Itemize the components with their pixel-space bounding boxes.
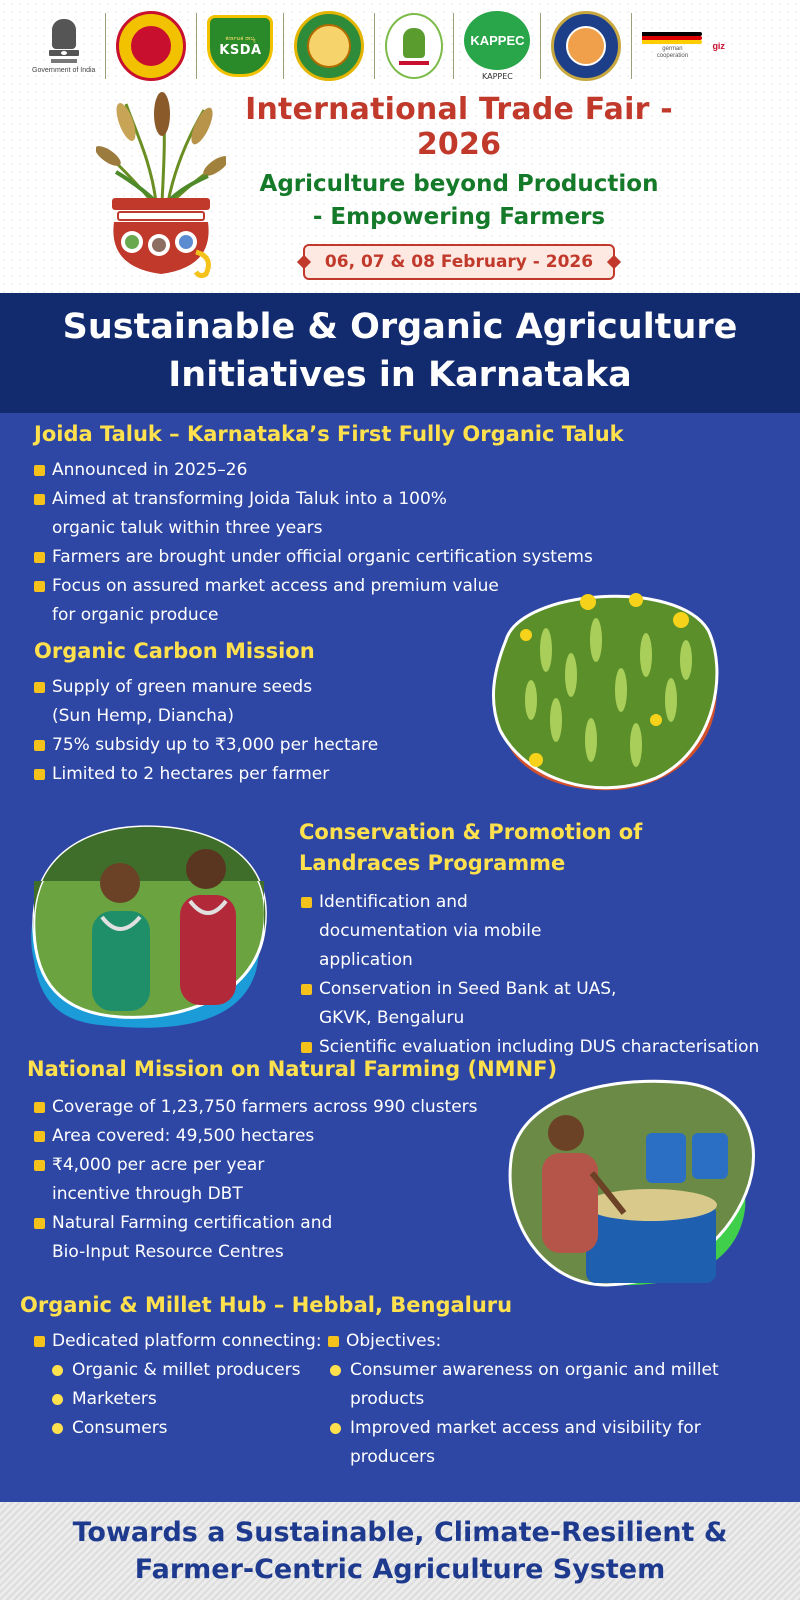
list-item: Improved market access and visibility for producers bbox=[328, 1414, 738, 1472]
giz-mark bbox=[712, 11, 725, 81]
karnataka-emblem-icon bbox=[116, 11, 186, 81]
banner-title-line-2: Initiatives in Karnataka bbox=[168, 355, 632, 395]
list-item: Limited to 2 hectares per farmer bbox=[34, 760, 434, 789]
karnataka-emblem-logo bbox=[116, 11, 186, 81]
theme-line-2: - Empowering Farmers bbox=[312, 204, 606, 230]
german-label-2: cooperation bbox=[656, 53, 689, 59]
list-item: Area covered: 49,500 hectares bbox=[34, 1122, 504, 1151]
fair-title: International Trade Fair - 2026 bbox=[245, 92, 673, 162]
list-item: Natural Farming certification and Bio-Input Resource Centres bbox=[34, 1209, 344, 1267]
footer-line-2: Farmer-Centric Agriculture System bbox=[134, 1554, 666, 1585]
landraces-title-line-1: Conservation & Promotion of bbox=[299, 820, 643, 844]
joida-section-title: Joida Taluk – Karnataka’s First Fully Organic Taluk bbox=[34, 422, 624, 446]
department-emblem-icon bbox=[294, 11, 364, 81]
partner-logos bbox=[32, 10, 772, 82]
department-logo bbox=[294, 11, 364, 81]
fair-title-block bbox=[224, 92, 694, 312]
national-emblem-logo bbox=[32, 11, 95, 81]
hub-right-head bbox=[328, 1327, 738, 1472]
carbon-section-title: Organic Carbon Mission bbox=[34, 639, 315, 663]
ministry-logo bbox=[551, 11, 621, 81]
ksda-logo bbox=[207, 11, 273, 81]
list-item: 75% subsidy up to ₹3,000 per hectare bbox=[34, 731, 434, 760]
list-item: ₹4,000 per acre per year incentive through DBT bbox=[34, 1151, 344, 1209]
hub-left-sublist bbox=[50, 1356, 324, 1443]
date-badge: 06, 07 & 08 February - 2026 bbox=[303, 244, 615, 280]
national-emblem-icon bbox=[46, 19, 82, 65]
hub-section-title: Organic & Millet Hub – Hebbal, Bengaluru bbox=[20, 1293, 513, 1317]
carbon-bullet-list bbox=[34, 673, 434, 789]
kappec-logo bbox=[464, 11, 530, 81]
theme-line-1: Agriculture beyond Production bbox=[259, 171, 659, 197]
list-item: Focus on assured market access and premium value for organic produce bbox=[34, 572, 524, 630]
footer bbox=[0, 1502, 800, 1600]
women-farmers-image bbox=[20, 821, 278, 1035]
kappec-label: KAPPEC bbox=[482, 72, 513, 81]
list-item: Aimed at transforming Joida Taluk into a 100% organic taluk within three years bbox=[34, 485, 514, 543]
hub-right-sublist bbox=[328, 1356, 738, 1472]
millet-pot-icon bbox=[96, 92, 226, 282]
hub-left-head-text: Dedicated platform connecting: bbox=[52, 1331, 322, 1351]
list-item: Conservation in Seed Bank at UAS, GKVK, Bengaluru bbox=[301, 975, 621, 1033]
title-banner bbox=[0, 293, 800, 413]
kappec-logo-text: KAPPEC bbox=[470, 33, 525, 48]
header bbox=[0, 0, 800, 293]
list-item: Consumer awareness on organic and millet products bbox=[328, 1356, 738, 1414]
nmnf-bullet-list bbox=[34, 1093, 504, 1267]
list-item: Announced in 2025–26 bbox=[34, 456, 594, 485]
list-item: Scientific evaluation including DUS characterisation bbox=[301, 1033, 761, 1062]
german-label-1: german bbox=[662, 46, 683, 52]
mascot-logo bbox=[385, 11, 443, 81]
landraces-bullet-list bbox=[301, 888, 761, 1062]
ksda-label: KSDA bbox=[219, 42, 262, 58]
list-item: Marketers bbox=[50, 1385, 324, 1414]
ksda-small-label: ಕರ್ನಾಟಕ ರಾಜ್ಯ bbox=[225, 34, 256, 42]
hub-right-list bbox=[328, 1327, 738, 1472]
list-item: Organic & millet producers bbox=[50, 1356, 324, 1385]
hub-left-head bbox=[34, 1327, 324, 1443]
hub-left-list bbox=[34, 1327, 324, 1443]
list-item: Farmers are brought under official organic certification systems bbox=[34, 543, 594, 572]
bio-input-image bbox=[496, 1073, 760, 1293]
ministry-emblem-icon bbox=[551, 11, 621, 81]
list-item: Coverage of 1,23,750 farmers across 990 clusters bbox=[34, 1093, 504, 1122]
mascot-icon bbox=[385, 13, 443, 79]
german-flag-icon bbox=[642, 32, 702, 46]
landraces-title-line-2: Landraces Programme bbox=[299, 851, 566, 875]
list-item: Consumers bbox=[50, 1414, 324, 1443]
hub-right-head-text: Objectives: bbox=[346, 1331, 442, 1351]
footer-line-1: Towards a Sustainable, Climate-Resilient & bbox=[72, 1517, 728, 1548]
goi-label: Government of India bbox=[32, 66, 96, 74]
giz-label: giz bbox=[712, 41, 725, 51]
list-item: Supply of green manure seeds (Sun Hemp, Diancha) bbox=[34, 673, 324, 731]
giz-logo bbox=[642, 11, 702, 81]
sun-hemp-image bbox=[476, 580, 732, 798]
banner-title-line-1: Sustainable & Organic Agriculture bbox=[62, 307, 738, 347]
main-content bbox=[0, 413, 800, 1502]
list-item: Identification and documentation via mobile application bbox=[301, 888, 601, 975]
nmnf-section-title: National Mission on Natural Farming (NMNF) bbox=[27, 1057, 558, 1081]
